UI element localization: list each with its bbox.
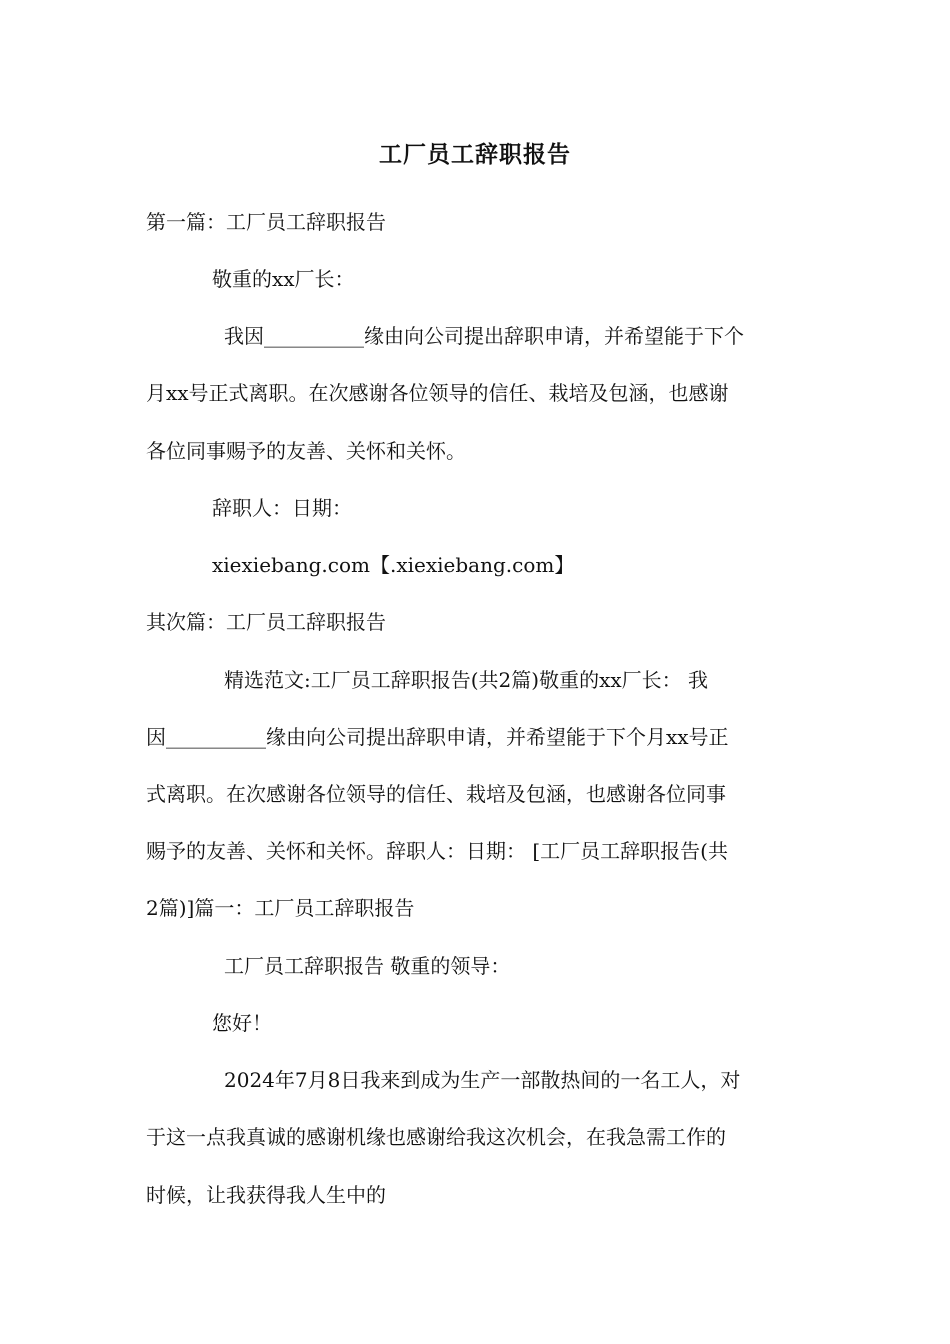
salutation: 敬重的xx厂长： xyxy=(212,267,355,291)
paragraph-line: 各位同事赐予的友善、关怀和关怀。 xyxy=(146,439,466,463)
paragraph-line: 式离职。在次感谢各位领导的信任、栽培及包涵，也感谢各位同事 xyxy=(146,782,726,806)
paragraph-line: 因__________缘由向公司提出辞职申请，并希望能于下个月xx号正 xyxy=(146,725,729,749)
paragraph-line: 赐予的友善、关怀和关怀。辞职人：日期： [工厂员工辞职报告(共 xyxy=(146,839,728,863)
section-heading-1: 第一篇：工厂员工辞职报告 xyxy=(146,210,386,234)
website-line: xiexiebang.com【.xiexiebang.com】 xyxy=(212,553,575,577)
paragraph-line: 时候，让我获得我人生中的 xyxy=(146,1183,386,1207)
letter-heading: 工厂员工辞职报告 敬重的领导： xyxy=(224,954,511,978)
paragraph-line: 我因__________缘由向公司提出辞职申请，并希望能于下个 xyxy=(224,324,744,348)
paragraph-line: 2024年7月8日我来到成为生产一部散热间的一名工人，对 xyxy=(224,1068,741,1092)
paragraph-line: 于这一点我真诚的感谢机缘也感谢给我这次机会，在我急需工作的 xyxy=(146,1125,726,1149)
document-title: 工厂员工辞职报告 xyxy=(379,142,571,168)
signature-line: 辞职人：日期： xyxy=(212,496,352,520)
paragraph-line: 月xx号正式离职。在次感谢各位领导的信任、栽培及包涵，也感谢 xyxy=(146,381,729,405)
section-heading-2: 其次篇：工厂员工辞职报告 xyxy=(146,610,386,634)
greeting: 您好！ xyxy=(212,1011,272,1035)
paragraph-line: 2篇)]篇一：工厂员工辞职报告 xyxy=(146,896,415,920)
paragraph-line: 精选范文:工厂员工辞职报告(共2篇)敬重的xx厂长： 我 xyxy=(224,668,708,692)
